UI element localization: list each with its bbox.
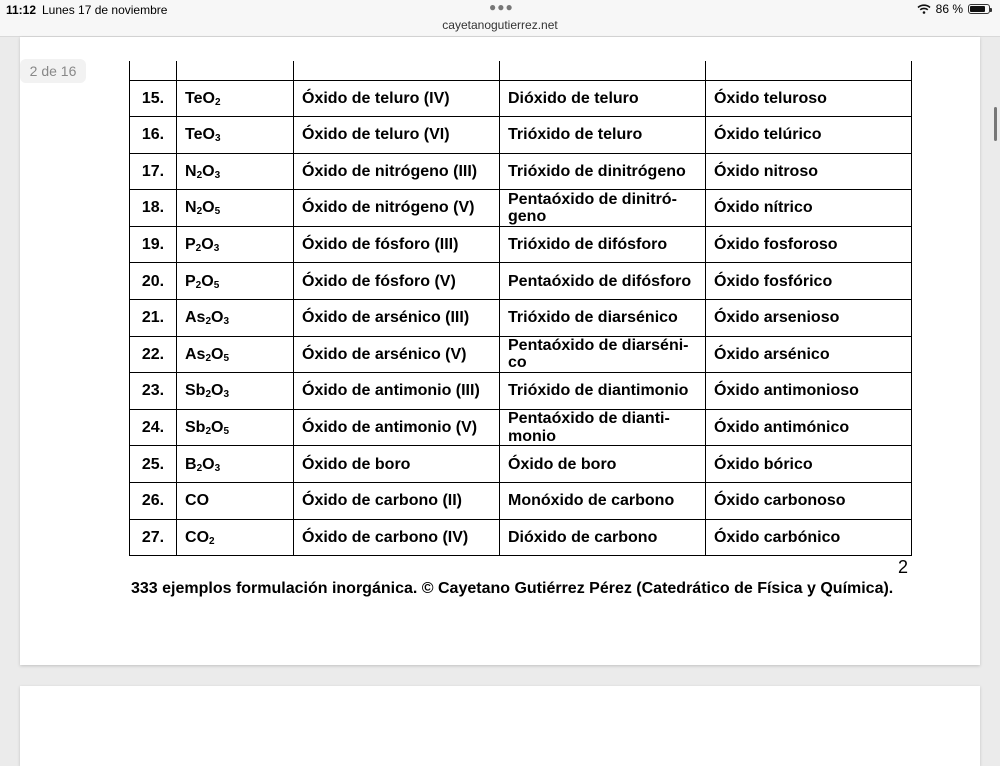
element-symbol: O <box>211 345 224 363</box>
element-symbol: O <box>211 419 224 436</box>
formula-cell <box>177 263 294 300</box>
element-symbol: O <box>202 199 215 217</box>
battery-percent: 86 % <box>935 2 963 16</box>
element-subscript: 2 <box>196 462 203 474</box>
stock-name: Óxido de teluro (IV) <box>294 80 500 117</box>
element-subscript: 2 <box>205 316 212 328</box>
element-symbol: Sb <box>185 419 206 436</box>
table-row <box>130 336 912 373</box>
table-row <box>130 263 912 300</box>
systematic-name: Pentaóxido de diarséni- co <box>500 336 706 373</box>
element-symbol: O <box>196 528 210 546</box>
systematic-name: Monóxido de carbono <box>500 483 706 520</box>
traditional-name: Óxido arsénico <box>706 336 912 373</box>
traditional-name: Óxido antimónico <box>706 409 912 446</box>
element-symbol: C <box>185 492 197 510</box>
formula-cell <box>177 153 294 190</box>
oxides-table <box>129 61 912 556</box>
formula-cell <box>177 300 294 337</box>
row-number: 17. <box>130 153 177 190</box>
status-date: Lunes 17 de noviembre <box>42 3 168 17</box>
table-row <box>130 226 912 263</box>
element-symbol: O <box>196 492 210 510</box>
table-row <box>130 153 912 190</box>
traditional-name: Óxido antimonioso <box>706 373 912 410</box>
element-subscript: 2 <box>205 352 212 364</box>
element-symbol: O <box>201 272 214 290</box>
battery-icon <box>968 4 990 14</box>
element-subscript: 5 <box>214 206 221 218</box>
element-subscript: 2 <box>214 96 221 108</box>
status-indicators <box>917 2 990 16</box>
element-symbol: O <box>202 455 215 473</box>
table-row <box>130 446 912 483</box>
row-number: 19. <box>130 226 177 263</box>
formula-cell <box>177 226 294 263</box>
element-subscript: 3 <box>214 169 221 181</box>
systematic-name: Trióxido de dinitrógeno <box>500 153 706 190</box>
formula-cell <box>177 117 294 154</box>
element-subscript: 3 <box>223 389 230 401</box>
systematic-name: Pentaóxido de difósforo <box>500 263 706 300</box>
element-symbol: Te <box>185 126 203 144</box>
formula-cell <box>177 409 294 446</box>
stock-name: Óxido de carbono (II) <box>294 483 500 520</box>
traditional-name: Óxido nitroso <box>706 153 912 190</box>
element-symbol: O <box>202 162 215 180</box>
element-symbol: P <box>185 272 196 290</box>
table-row <box>130 300 912 337</box>
formula-cell <box>177 373 294 410</box>
stock-name: Óxido de arsénico (III) <box>294 300 500 337</box>
traditional-name: Óxido nítrico <box>706 190 912 227</box>
formula-cell <box>177 190 294 227</box>
traditional-name: Óxido carbónico <box>706 519 912 556</box>
row-number: 18. <box>130 190 177 227</box>
element-subscript: 5 <box>213 279 220 291</box>
element-subscript: 2 <box>196 206 203 218</box>
row-number: 20. <box>130 263 177 300</box>
table-row <box>130 409 912 446</box>
table-row <box>130 117 912 154</box>
wifi-icon <box>917 4 931 14</box>
traditional-name: Óxido bórico <box>706 446 912 483</box>
formula-cell <box>177 519 294 556</box>
element-symbol: O <box>211 382 224 400</box>
element-symbol: O <box>211 309 224 327</box>
element-symbol: C <box>185 528 197 546</box>
systematic-name: Pentaóxido de dianti- monio <box>500 409 706 446</box>
traditional-name: Óxido arsenioso <box>706 300 912 337</box>
footer-text: 333 ejemplos formulación inorgánica. © Cayetano Gutiérrez Pérez (Catedrático de Física y Química). <box>131 580 894 597</box>
table-row <box>130 80 912 117</box>
element-subscript: 2 <box>196 169 203 181</box>
row-number: 21. <box>130 300 177 337</box>
row-number: 27. <box>130 519 177 556</box>
stock-name: Óxido de nitrógeno (V) <box>294 190 500 227</box>
row-number: 15. <box>130 80 177 117</box>
element-subscript: 2 <box>195 279 202 291</box>
element-subscript: 3 <box>214 462 221 474</box>
element-symbol: B <box>185 455 197 473</box>
systematic-name: Óxido de boro <box>500 446 706 483</box>
element-symbol: P <box>185 236 196 254</box>
element-subscript: 5 <box>223 426 230 437</box>
traditional-name: Óxido teluroso <box>706 80 912 117</box>
stock-name: Óxido de arsénico (V) <box>294 336 500 373</box>
page-indicator: 2 de 16 <box>20 59 86 83</box>
traditional-name: Óxido fosforoso <box>706 226 912 263</box>
status-time: 11:12 <box>6 3 37 17</box>
element-subscript: 3 <box>223 316 230 328</box>
systematic-name: Dióxido de carbono <box>500 519 706 556</box>
formula-cell <box>177 80 294 117</box>
systematic-name: Trióxido de diarsénico <box>500 300 706 337</box>
formula-cell <box>177 446 294 483</box>
row-number: 26. <box>130 483 177 520</box>
row-number: 23. <box>130 373 177 410</box>
element-symbol: As <box>185 309 206 327</box>
table-row <box>130 519 912 556</box>
stock-name: Óxido de boro <box>294 446 500 483</box>
row-number: 22. <box>130 336 177 373</box>
systematic-name: Trióxido de diantimonio <box>500 373 706 410</box>
document-page <box>20 37 980 665</box>
next-document-page <box>20 686 980 766</box>
stock-name: Óxido de teluro (VI) <box>294 117 500 154</box>
element-subscript: 2 <box>209 535 215 547</box>
systematic-name: Dióxido de teluro <box>500 80 706 117</box>
stock-name: Óxido de nitrógeno (III) <box>294 153 500 190</box>
table-row <box>130 190 912 227</box>
element-symbol: Sb <box>185 382 206 400</box>
traditional-name: Óxido fosfórico <box>706 263 912 300</box>
row-number: 24. <box>130 409 177 446</box>
traditional-name: Óxido telúrico <box>706 117 912 154</box>
systematic-name: Trióxido de difósforo <box>500 226 706 263</box>
more-options-icon[interactable]: ●●● <box>489 0 514 14</box>
stock-name: Óxido de fósforo (V) <box>294 263 500 300</box>
stock-name: Óxido de antimonio (V) <box>294 409 500 446</box>
stock-name: Óxido de fósforo (III) <box>294 226 500 263</box>
formula-cell <box>177 336 294 373</box>
table-row <box>130 373 912 410</box>
row-number: 16. <box>130 117 177 154</box>
stock-name: Óxido de antimonio (III) <box>294 373 500 410</box>
element-symbol: Te <box>185 89 203 107</box>
element-symbol: O <box>202 89 215 107</box>
traditional-name: Óxido carbonoso <box>706 483 912 520</box>
element-symbol: O <box>202 126 215 144</box>
element-subscript: 3 <box>214 133 221 145</box>
row-number: 25. <box>130 446 177 483</box>
element-subscript: 3 <box>213 243 220 255</box>
table-row <box>130 483 912 520</box>
page-number: 2 <box>898 557 909 577</box>
systematic-name: Trióxido de teluro <box>500 117 706 154</box>
address-url[interactable]: cayetanogutierrez.net <box>442 18 558 32</box>
systematic-name: Pentaóxido de dinitró- geno <box>500 190 706 227</box>
element-symbol: N <box>185 199 197 217</box>
element-subscript: 5 <box>223 352 230 364</box>
scrollbar[interactable] <box>994 107 997 141</box>
element-subscript: 2 <box>205 389 212 401</box>
status-bar <box>0 0 1000 37</box>
element-subscript: 2 <box>205 426 212 437</box>
formula-cell <box>177 483 294 520</box>
element-symbol: As <box>185 345 206 363</box>
element-symbol: O <box>201 236 214 254</box>
element-subscript: 2 <box>195 243 202 255</box>
stock-name: Óxido de carbono (IV) <box>294 519 500 556</box>
element-symbol: N <box>185 162 197 180</box>
